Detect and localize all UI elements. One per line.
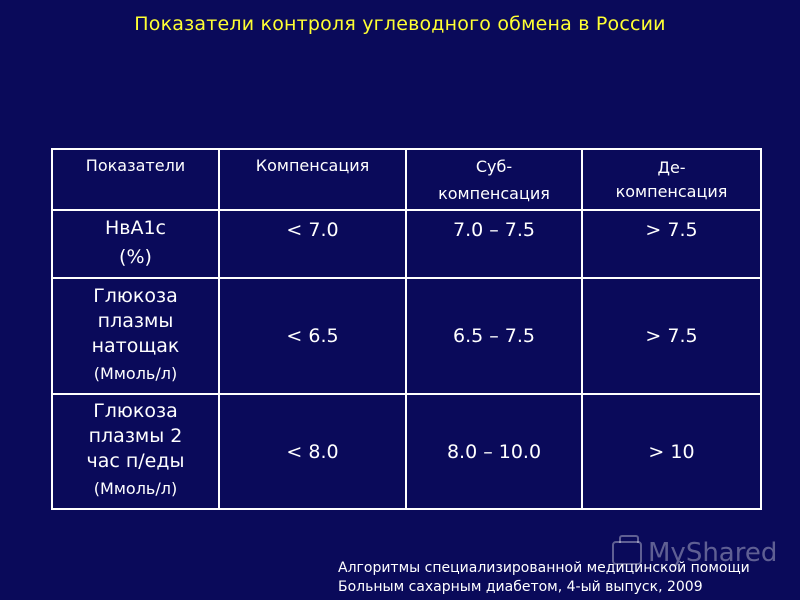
header-decompensation: Де- компенсация <box>582 150 760 210</box>
table-row <box>53 394 760 508</box>
cell-value: < 8.0 <box>219 394 406 508</box>
cell-value: < 7.0 <box>219 210 406 278</box>
criteria-table <box>51 148 762 510</box>
header-subcompensation: Суб- компенсация <box>406 150 582 210</box>
row-label-postprandial-glucose: Глюкоза плазмы 2 час п/еды (Ммоль/л) <box>53 394 219 508</box>
header-compensation: Компенсация <box>219 150 406 210</box>
table-row <box>53 210 760 278</box>
cell-value: < 6.5 <box>219 278 406 394</box>
table-row <box>53 278 760 394</box>
table-header-row <box>53 150 760 210</box>
cell-value: 7.0 – 7.5 <box>406 210 582 278</box>
footnote-line: Алгоритмы специализированной медицинской помощи <box>338 560 750 576</box>
header-indicators: Показатели <box>53 150 219 210</box>
slide-title: Показатели контроля углеводного обмена в России <box>134 13 666 35</box>
row-label-fasting-glucose: Глюкоза плазмы натощак (Ммоль/л) <box>53 278 219 394</box>
cell-value: > 7.5 <box>582 210 760 278</box>
cell-value: > 7.5 <box>582 278 760 394</box>
cell-value: 6.5 – 7.5 <box>406 278 582 394</box>
source-footnote <box>338 559 750 597</box>
cell-value: > 10 <box>582 394 760 508</box>
watermark-text: MyShared <box>648 538 778 568</box>
row-label-hba1c: НвА1с (%) <box>53 210 219 278</box>
cell-value: 8.0 – 10.0 <box>406 394 582 508</box>
footnote-line: Больным сахарным диабетом, 4-ый выпуск, 2009 <box>338 579 703 595</box>
